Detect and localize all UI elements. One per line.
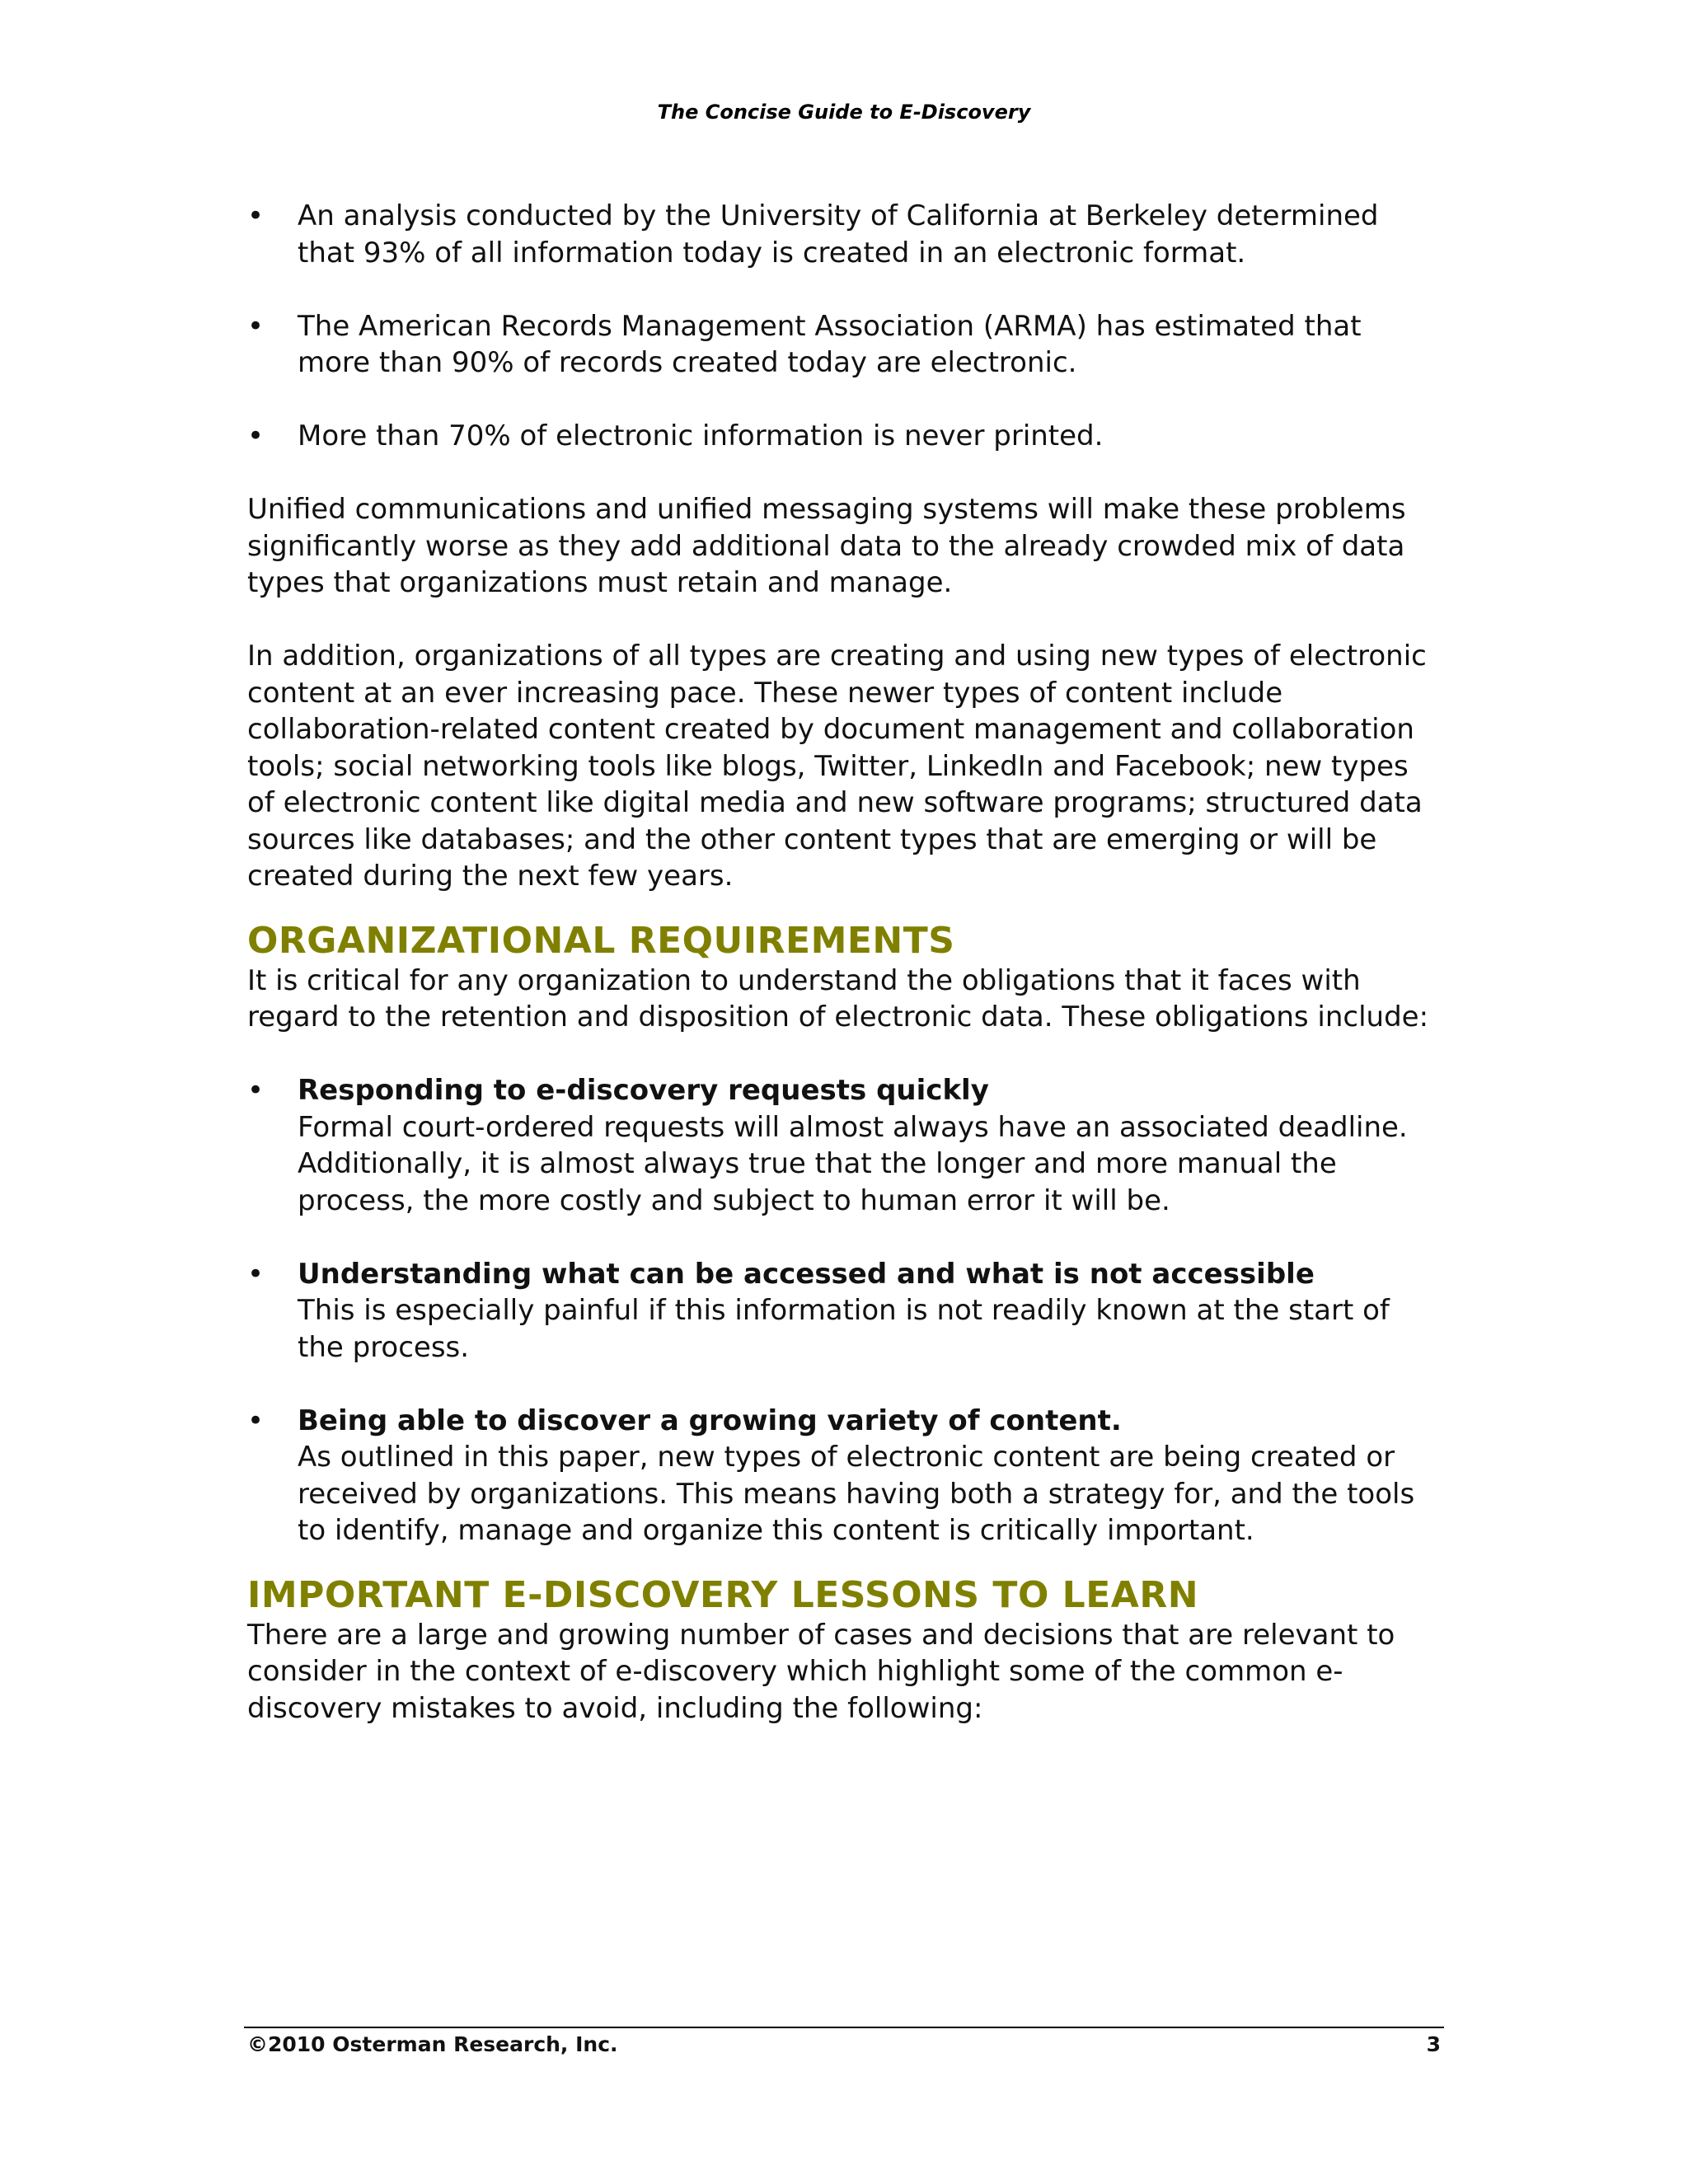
list-item	[247, 1403, 1442, 1549]
footer-divider	[244, 2027, 1444, 2028]
obligation-description: As outlined in this paper, new types of electronic content are being created or received by organizations. This means having both a strategy for, and the tools to identify, manage and organize this content is critically important.	[298, 1441, 1415, 1547]
section-heading-organizational-requirements: ORGANIZATIONAL REQUIREMENTS	[247, 919, 955, 962]
page-header-title: The Concise Guide to E-Discovery	[657, 101, 1031, 124]
page-number: 3	[1426, 2032, 1441, 2056]
bullet-text: More than 70% of electronic information is never printed.	[298, 419, 1104, 452]
footer-copyright: ©2010 Osterman Research, Inc.	[247, 2032, 618, 2056]
statistics-bullet-list	[247, 198, 1442, 455]
bullet-icon: •	[247, 1074, 265, 1107]
obligation-title: Being able to discover a growing variety of content.	[298, 1404, 1122, 1437]
paragraph-unified-communications: Unified communications and unified messaging systems will make these problems significantly worse as they add additional data to the already crowded mix of data types that organizations must retain and manage.	[247, 493, 1406, 599]
bullet-icon: •	[247, 419, 265, 452]
obligations-bullet-list	[247, 1072, 1442, 1549]
bullet-text: The American Records Management Association (ARMA) has estimated that more than 90% of records created today are electronic.	[298, 309, 1362, 379]
bullet-icon: •	[247, 1257, 265, 1291]
document-body	[247, 198, 1442, 1764]
list-item	[247, 308, 1442, 382]
section-heading-ediscovery-lessons: IMPORTANT E-DISCOVERY LESSONS TO LEARN	[247, 1573, 1199, 1616]
section-intro-obligations: It is critical for any organization to understand the obligations that it faces with regard to the retention and disposition of electronic data. These obligations include:	[247, 963, 1429, 1033]
section-intro-lessons: There are a large and growing number of cases and decisions that are relevant to consider in the context of e-discovery which highlight some of the common e-discovery mistakes to avoid, including the following:	[247, 1618, 1395, 1725]
paragraph-new-content-types: In addition, organizations of all types are creating and using new types of electronic content at an ever increasing pace. These newer types of content include collaboration-related content created by document management and collaboration tools; social networking tools like blogs, Twitter, LinkedIn and Facebook; new types of electronic content like digital media and new software programs; structured data sources like databases; and the other content types that are emerging or will be created during the next few years.	[247, 640, 1427, 893]
list-item	[247, 1256, 1442, 1366]
obligation-description: Formal court-ordered requests will almost always have an associated deadline. Additionally, it is almost always true that the longer and more manual the process, the more costly and subject to human error it will be.	[298, 1110, 1408, 1217]
list-item	[247, 418, 1442, 455]
obligation-description: This is especially painful if this information is not readily known at the start of the process.	[298, 1294, 1390, 1364]
bullet-icon: •	[247, 199, 265, 232]
bullet-icon: •	[247, 309, 265, 343]
obligation-title: Understanding what can be accessed and what is not accessible	[298, 1257, 1315, 1291]
bullet-text: An analysis conducted by the University of California at Berkeley determined that 93% of all information today is created in an electronic format.	[298, 199, 1379, 269]
obligation-title: Responding to e-discovery requests quickly	[298, 1074, 989, 1107]
list-item	[247, 1072, 1442, 1219]
bullet-icon: •	[247, 1404, 265, 1437]
list-item	[247, 198, 1442, 271]
